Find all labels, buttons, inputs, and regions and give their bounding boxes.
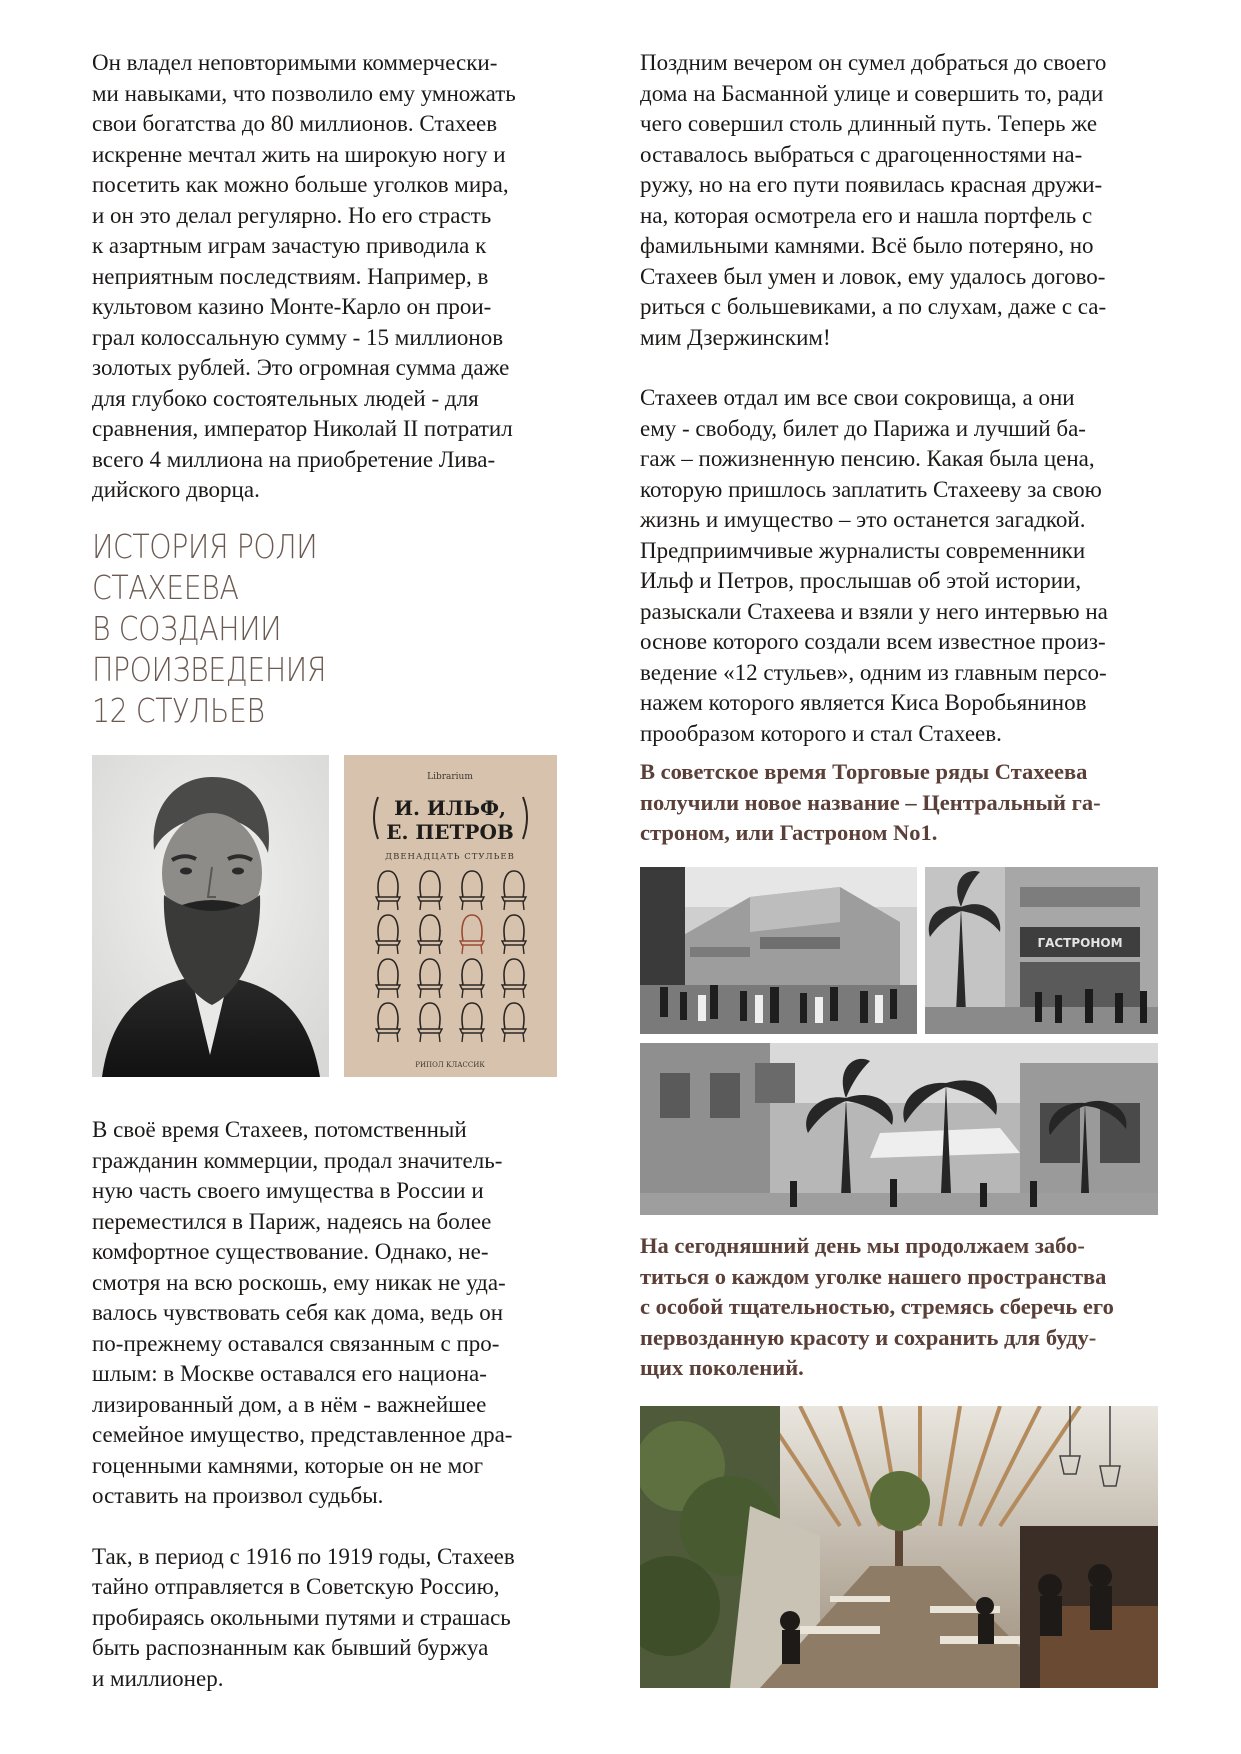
text-line: тайно отправляется в Советскую Россию, xyxy=(92,1574,500,1599)
paris-paragraph xyxy=(92,1115,559,1512)
today-callout xyxy=(640,1231,1156,1384)
soviet-callout xyxy=(640,757,1156,849)
text-line: золотых рублей. Это огромная сумма даже xyxy=(92,355,510,380)
text-line: искренне мечтал жить на широкую ногу и xyxy=(92,141,506,167)
book-publisher: Librarium xyxy=(427,772,473,782)
text-line: культовом казино Монте-Карло он прои- xyxy=(92,294,492,319)
text-line: посетить как можно больше уголков мира, xyxy=(92,172,509,197)
text-line: дома на Басманной улице и совершить то, ради xyxy=(640,80,1104,106)
text-line: Ильф и Петров, прослышав об этой истории, xyxy=(640,568,1082,593)
text-line: Предприимчивые журналисты современники xyxy=(640,537,1086,563)
text-line: основе которого создали всем известное произ- xyxy=(640,629,1106,654)
text-line: по-прежнему оставался связанным с про- xyxy=(92,1330,500,1356)
book-cover xyxy=(344,755,557,1077)
text-line: семейное имущество, представленное дра- xyxy=(92,1422,513,1447)
text-line: дийского дворца. xyxy=(92,477,260,502)
historic-photo-gastronom xyxy=(925,867,1158,1034)
text-line: фамильными камнями. Всё было потеряно, но xyxy=(640,233,1094,258)
text-line: Так, в период с 1916 по 1919 годы, Стахеев xyxy=(92,1543,515,1569)
text-line: жизнь и имущество – это останется загадкой. xyxy=(640,507,1086,532)
heading-line: ИСТОРИЯ РОЛИ xyxy=(92,526,318,566)
stakheev-portrait xyxy=(92,755,329,1077)
text-line: для глубоко состоятельных людей - для xyxy=(92,385,479,411)
text-line: переместился в Париж, надеясь на более xyxy=(92,1208,492,1234)
heading-line: ПРОИЗВЕДЕНИЯ xyxy=(92,649,327,689)
book-series: РИПОЛ КЛАССИК xyxy=(415,1061,485,1069)
text-line: прообразом которого и стал Стахеев. xyxy=(640,720,1002,746)
basmannaya-paragraph xyxy=(640,48,1156,353)
text-line: Поздним вечером он сумел добраться до своего xyxy=(640,50,1107,75)
left-column-lower xyxy=(92,1115,559,1694)
book-title: ДВЕНАДЦАТЬ СТУЛЬЕВ xyxy=(385,852,515,862)
text-line: риться с большевиками, а по слухам, даже с са- xyxy=(640,294,1107,319)
text-line: всего 4 миллиона на приобретение Лива- xyxy=(92,446,496,472)
trip-paragraph xyxy=(92,1542,559,1695)
text-line: титься о каждом уголке нашего пространства xyxy=(640,1263,1107,1289)
text-line: с особой тщательностью, стремясь сберечь его xyxy=(640,1294,1114,1319)
text-line: гаж – пожизненную пенсию. Какая была цена, xyxy=(640,446,1095,471)
text-line: смотря на всю роскошь, ему никак не уда- xyxy=(92,1269,506,1295)
text-line: нажем которого является Киса Воробьянинов xyxy=(640,690,1087,715)
text-line: гражданин коммерции, продал значитель- xyxy=(92,1147,503,1173)
historic-photo-street xyxy=(640,867,917,1034)
paragraph-gap xyxy=(92,1512,559,1542)
text-line: ную часть своего имущества в России и xyxy=(92,1178,484,1203)
text-line: свои богатства до 80 миллионов. Стахеев xyxy=(92,111,498,136)
text-line: щих поколений. xyxy=(640,1355,804,1380)
text-line: пробираясь окольными путями и страшась xyxy=(92,1604,511,1630)
text-line: Стахеев отдал им все свои сокровища, а они xyxy=(640,385,1075,410)
book-author-line2: Е. ПЕТРОВ xyxy=(386,820,514,844)
text-line: чего совершил столь длинный путь. Теперь же xyxy=(640,111,1098,136)
text-line: гоценными камнями, которые он не мог xyxy=(92,1452,484,1478)
text-line: ми навыками, что позволило ему умножать xyxy=(92,80,516,106)
text-line: ружу, но на его пути появилась красная дружи- xyxy=(640,172,1103,197)
text-line: неприятным последствиям. Например, в xyxy=(92,263,489,289)
text-line: мим Дзержинским! xyxy=(640,324,831,350)
historic-photo-palms xyxy=(640,1043,1158,1215)
deal-paragraph xyxy=(640,383,1156,749)
text-line: оставить на произвол судьбы. xyxy=(92,1483,384,1508)
right-column xyxy=(640,48,1156,849)
text-line: первозданную красоту и сохранить для буду- xyxy=(640,1324,1097,1350)
text-line: На сегодняшний день мы продолжаем забо- xyxy=(640,1233,1085,1258)
gastronom-sign: ГАСТРОНОМ xyxy=(1037,936,1123,950)
text-line: к азартным играм зачастую приводила к xyxy=(92,233,487,258)
left-column xyxy=(92,48,559,731)
text-line: валось чувствовать себя как дома, ведь он xyxy=(92,1300,504,1325)
text-line: В советское время Торговые ряды Стахеева xyxy=(640,759,1088,784)
text-line: и миллионер. xyxy=(92,1665,224,1691)
text-line: лизированный дом, а в нём - важнейшее xyxy=(92,1391,487,1417)
text-line: ему - свободу, билет до Парижа и лучший ба- xyxy=(640,415,1086,441)
text-line: Стахеев был умен и ловок, ему удалось догово- xyxy=(640,263,1106,289)
text-line: быть распознанным как бывший буржуа xyxy=(92,1635,489,1660)
text-line: сравнения, император Николай II потратил xyxy=(92,416,513,441)
heading-line: В СОЗДАНИИ xyxy=(92,608,282,648)
text-line: разыскали Стахеева и взяли у него интервью на xyxy=(640,598,1108,624)
heading-line: СТАХЕЕВА xyxy=(92,567,239,607)
heading-line: 12 СТУЛЬЕВ xyxy=(92,690,265,730)
book-author-line1: И. ИЛЬФ, xyxy=(394,796,506,820)
text-line: шлым: в Москве оставался его национа- xyxy=(92,1361,487,1386)
intro-paragraph xyxy=(92,48,559,506)
text-line: Он владел неповторимыми коммерчески- xyxy=(92,50,498,75)
section-heading xyxy=(92,526,539,731)
text-line: оставалось выбраться с драгоценностями на- xyxy=(640,141,1083,167)
text-line: которую пришлось заплатить Стахееву за свою xyxy=(640,476,1102,502)
text-line: В своё время Стахеев, потомственный xyxy=(92,1117,467,1142)
text-line: грал колоссальную сумму - 15 миллионов xyxy=(92,324,504,350)
text-line: комфортное существование. Однако, не- xyxy=(92,1239,489,1264)
text-line: на, которая осмотрела его и нашла портфель с xyxy=(640,202,1093,228)
modern-interior-photo xyxy=(640,1406,1158,1688)
text-line: ведение «12 стульев», одним из главным персо- xyxy=(640,659,1107,685)
text-line: и он это делал регулярно. Но его страсть xyxy=(92,202,492,228)
paragraph-gap xyxy=(640,353,1156,383)
text-line: получили новое название – Центральный га- xyxy=(640,789,1101,815)
text-line: строном, или Гастроном No1. xyxy=(640,820,938,845)
